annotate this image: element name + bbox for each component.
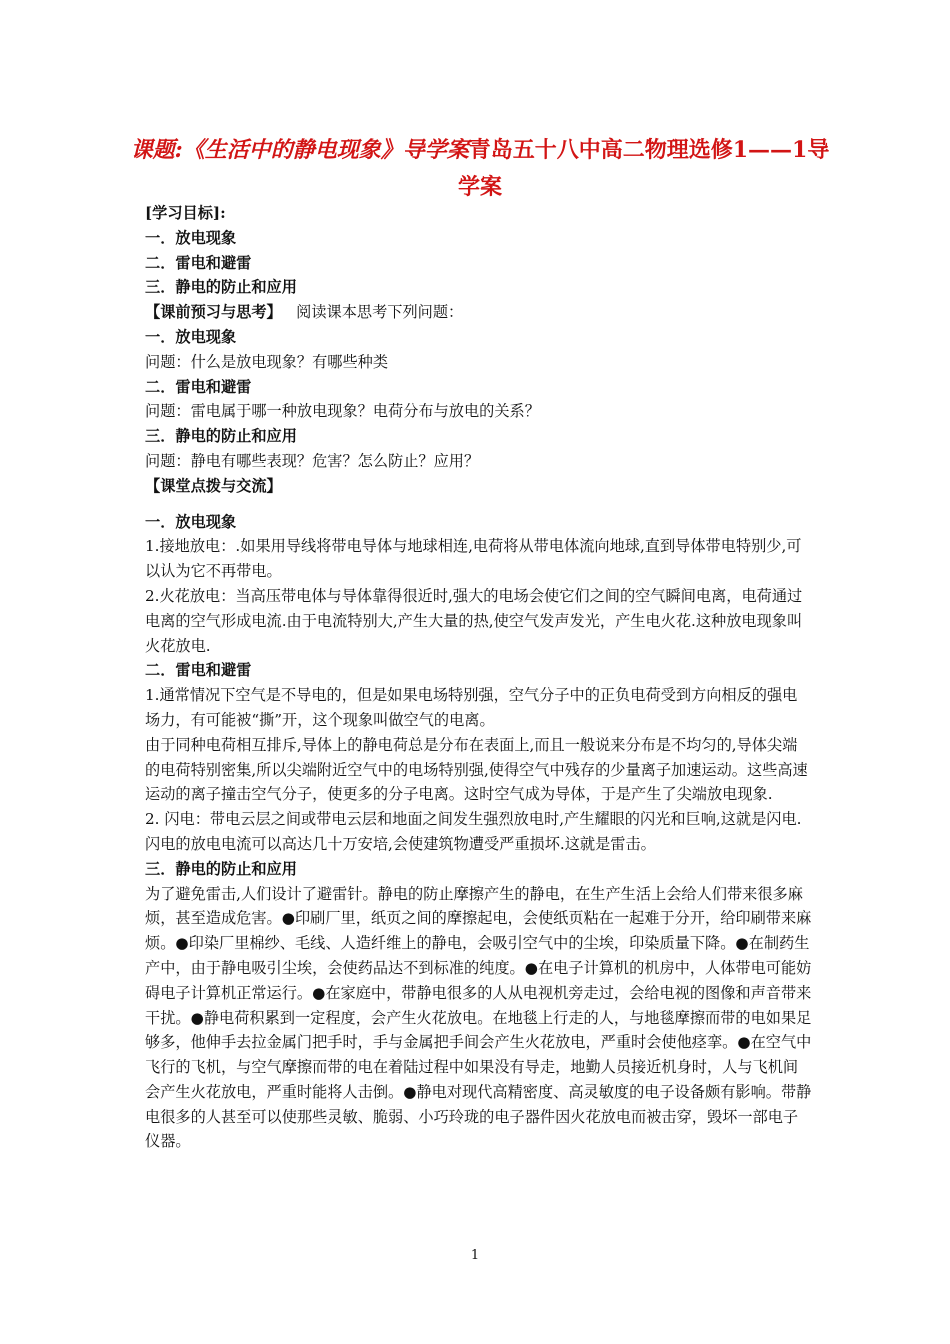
goal-item: 二．雷电和避雷	[145, 253, 252, 272]
goals-heading: [学习目标]:	[145, 204, 226, 222]
goal-item: 三．静电的防止和应用	[145, 278, 297, 297]
preview-line	[145, 300, 812, 325]
preview-question: 问题：什么是放电现象？有哪些种类	[145, 352, 388, 371]
document-body	[145, 201, 812, 1154]
preview-question: 问题：静电有哪些表现？危害？怎么防止？应用？	[145, 451, 480, 470]
paragraph: 2. 闪电：带电云层之间或带电云层和地面之间发生强烈放电时,产生耀眼的闪光和巨响,这就是闪电.闪电的放电电流可以高达几十万安培,会使建筑物遭受严重损坏.这就是雷击。	[145, 810, 802, 853]
preview-intro: 阅读课本思考下列问题：	[296, 303, 464, 322]
preview-heading: 【课前预习与思考】	[145, 303, 282, 322]
paragraph: 1.接地放电：.如果用导线将带电导体与地球相连,电荷将从带电体流向地球,直到导体带电特别少,可以认为它不再带电。	[145, 537, 802, 581]
paragraph: 为了避免雷击,人们设计了避雷针。静电的防止摩擦产生的静电，在生产生活上会给人们带来很多麻烦，甚至造成危害。●印刷厂里，纸页之间的摩擦起电，会使纸页粘在一起难于分开，给印刷带来麻烦。●印染厂里棉纱、毛线、人造纤维上的静电，会吸引空气中的尘埃，印染质量下降。●在制药生产中，由于静电吸引尘埃，会使药品达不到标准的纯度。●在电子计算机的机房中，人体带电可能妨碍电子计算机正常运行。●在家庭中，带静电很多的人从电视机旁走过，会给电视的图像和声音带来干扰。●静电荷积累到一定程度，会产生火花放电。在地毯上行走的人，与地毯摩擦而带的电如果足够多，他伸手去拉金属门把手时，手与金属把手间会产生火花放电，严重时会使他痉挛。●在空气中飞行的飞机，与空气摩擦而带的电在着陆过程中如果没有导走，地勤人员接近机身时，人与飞机间会产生火花放电，严重时能将人击倒。●静电对现代高精密度、高灵敏度的电子设备颇有影响。带静电很多的人甚至可以使那些灵敏、脆弱、小巧玲珑的电子器件因火花放电而被击穿，毁坏一部电子仪器。	[145, 884, 812, 1151]
spacer	[145, 499, 812, 510]
section-heading: 一．放电现象	[145, 512, 237, 531]
goal-item: 一．放电现象	[145, 228, 237, 247]
section-heading: 三．静电的防止和应用	[145, 859, 297, 878]
title-lead: 课题:《生活中的静电现象》导学案	[130, 137, 469, 163]
preview-section-heading: 一．放电现象	[145, 327, 237, 346]
paragraph: 1.通常情况下空气是不导电的，但是如果电场特别强，空气分子中的正负电荷受到方向相反的强电场力，有可能被“撕”开，这个现象叫做空气的电离。	[145, 686, 798, 729]
preview-section-heading: 二．雷电和避雷	[145, 377, 252, 396]
preview-section-heading: 三．静电的防止和应用	[145, 427, 297, 446]
document-title	[120, 132, 840, 206]
classroom-heading: 【课堂点拨与交流】	[145, 476, 282, 495]
title-rest: 青岛五十八中高二物理选修1——1导学案	[457, 137, 830, 200]
section-heading: 二．雷电和避雷	[145, 661, 252, 680]
page-number: 1	[470, 1248, 480, 1263]
paragraph: 2.火花放电：当高压带电体与导体靠得很近时,强大的电场会使它们之间的空气瞬间电离，电荷通过电离的空气形成电流.由于电流特别大,产生大量的热,使空气发声发光，产生电火花.这种放电现象叫火花放电.	[145, 586, 803, 655]
preview-question: 问题：雷电属于哪一种放电现象？电荷分布与放电的关系？	[145, 402, 540, 421]
paragraph: 由于同种电荷相互排斥,导体上的静电荷总是分布在表面上,而且一般说来分布是不均匀的,导体尖端的电荷特别密集,所以尖端附近空气中的电场特别强,使得空气中残存的少量离子加速运动。这些高速运动的离子撞击空气分子，使更多的分子电离。这时空气成为导体，于是产生了尖端放电现象.	[145, 735, 808, 804]
